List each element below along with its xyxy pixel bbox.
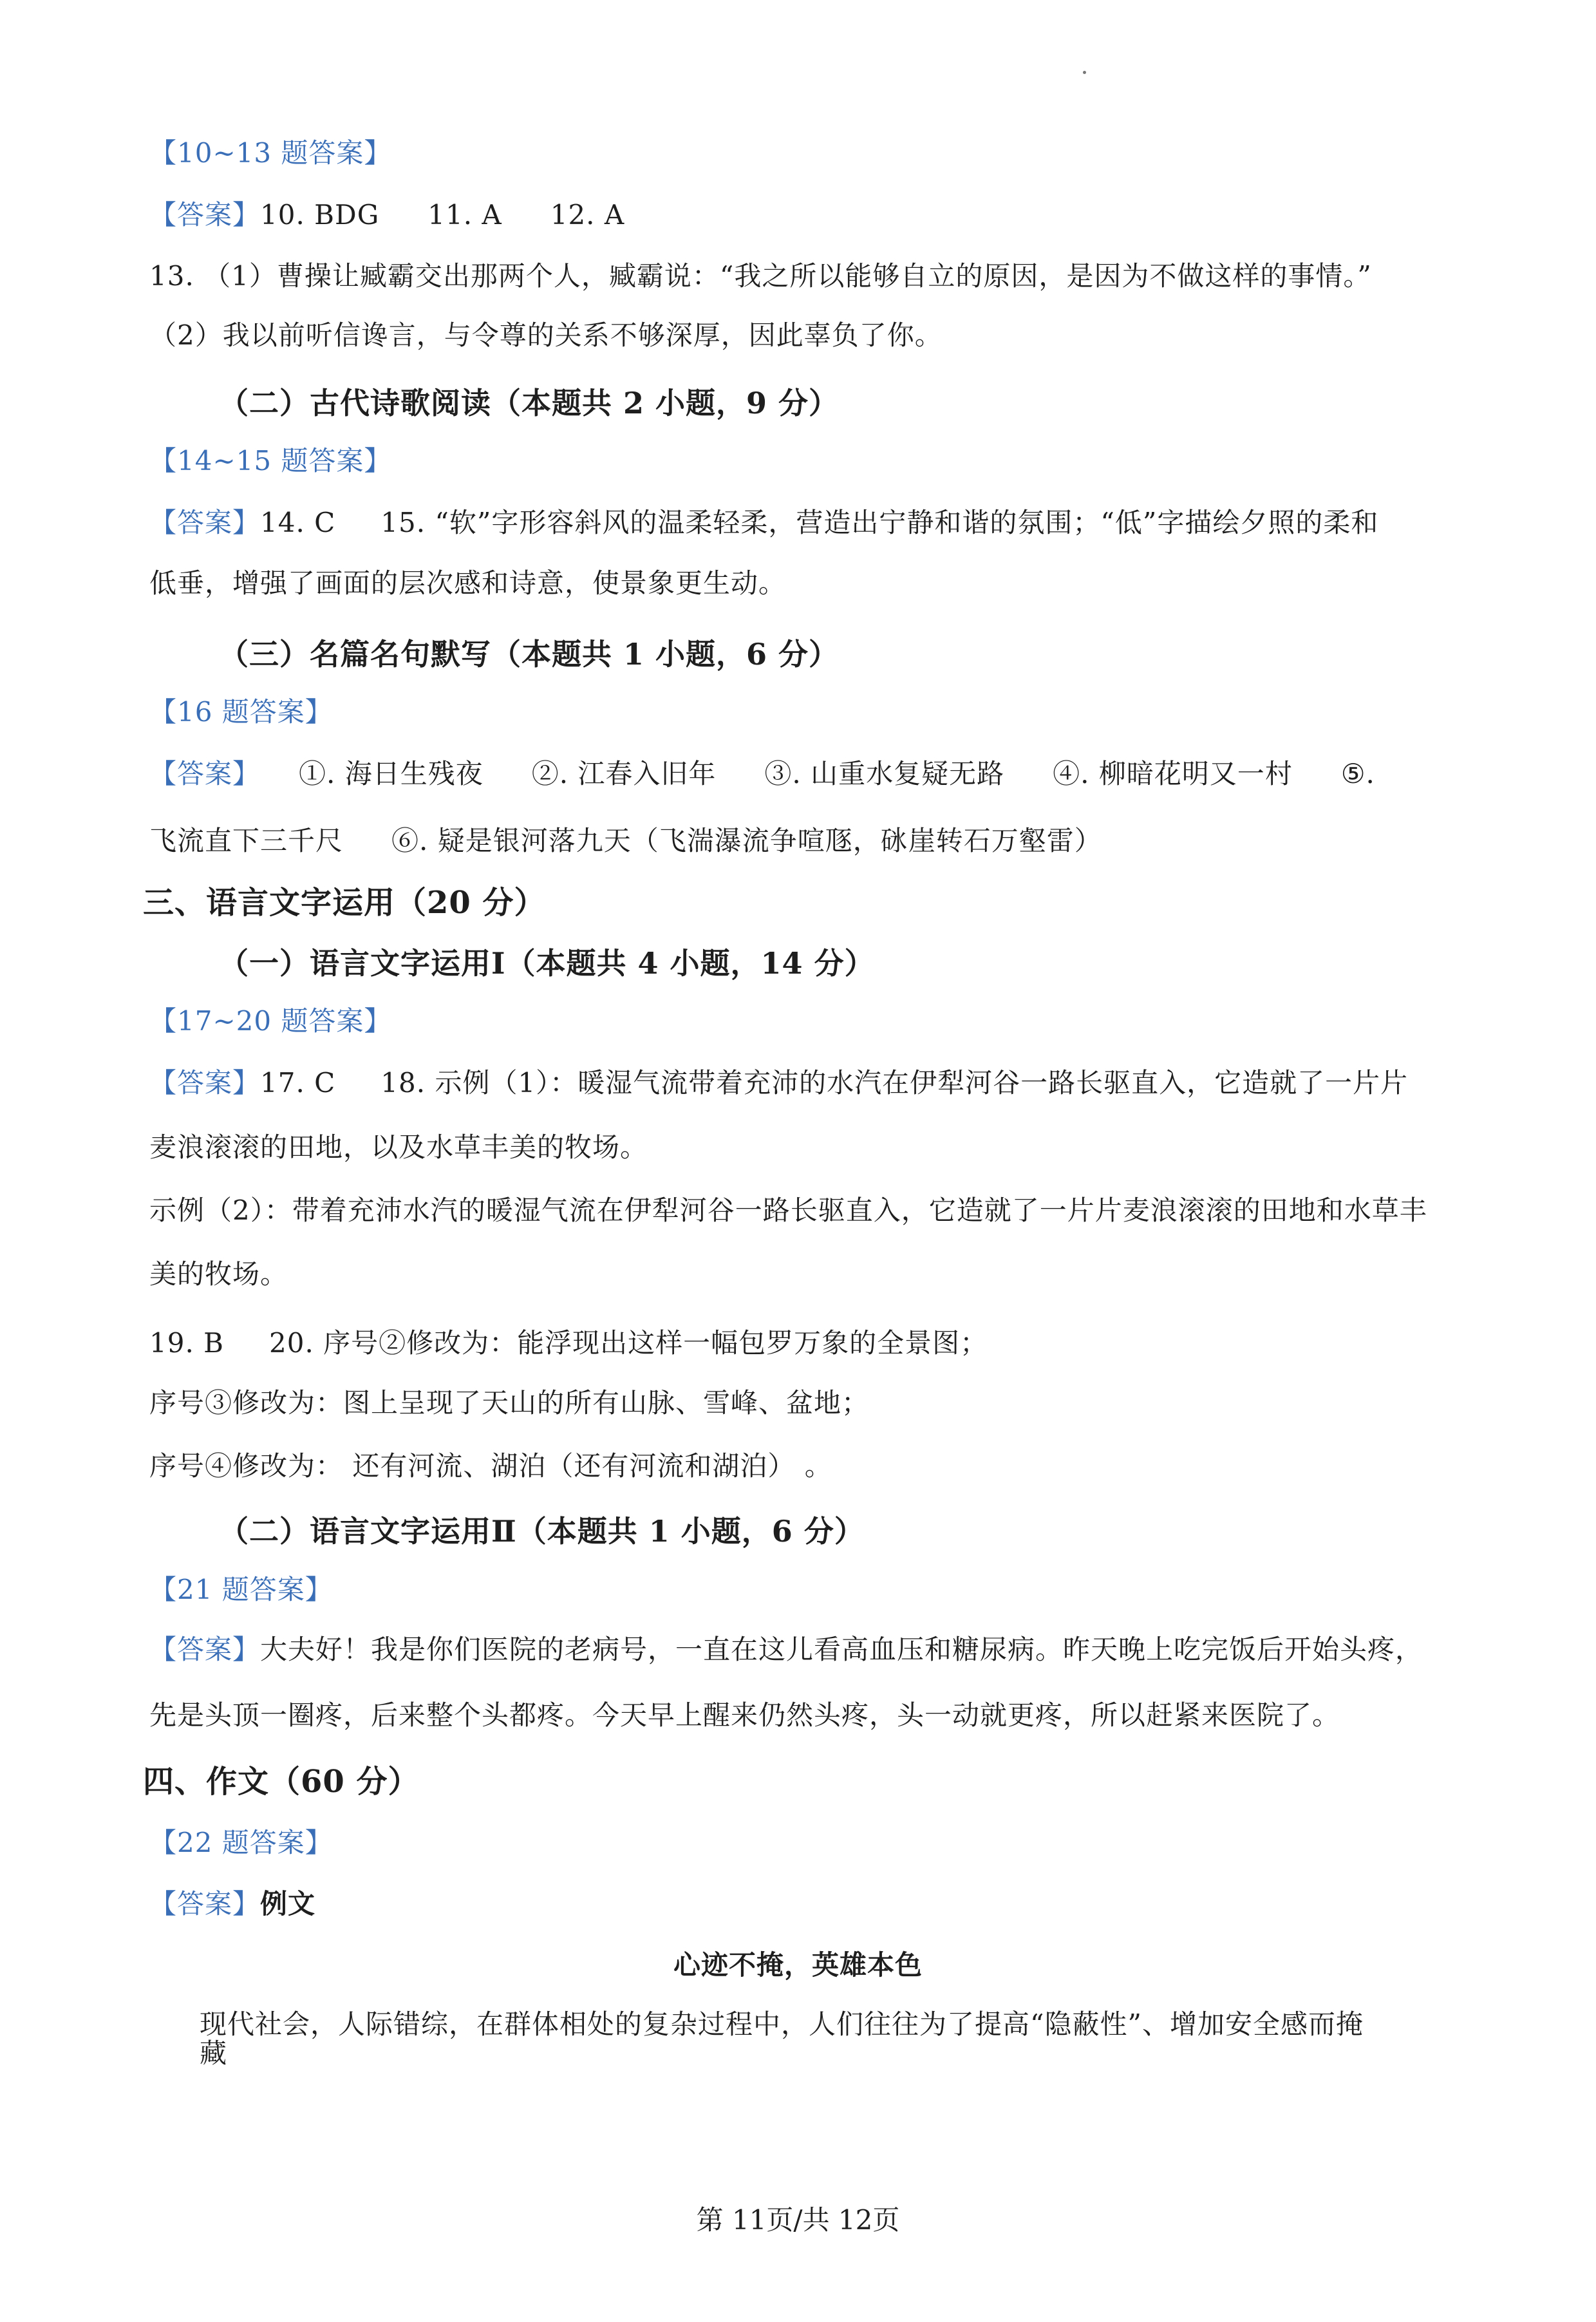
answer-18-line3: 示例（2）：带着充沛水汽的暖湿气流在伊犁河谷一路长驱直入，它造就了一片片麦浪滚滚的田地和水草丰 (149, 1194, 1427, 1226)
answer-header-16: 【16 题答案】 (149, 696, 333, 728)
answer-16-line1 (149, 759, 1375, 789)
answer-tag: 【答案】 (149, 758, 261, 789)
recitation-item-6: ⑥. 疑是银河落九天（飞湍瀑流争喧豗，砯崖转石万壑雷） (391, 825, 1102, 856)
answer-tag: 【答案】 (149, 1634, 261, 1665)
answer-tag: 【答案】 (149, 1067, 261, 1099)
answer-18-line4: 美的牧场。 (149, 1258, 288, 1290)
answer-20-text: 20. 序号②修改为：能浮现出这样一幅包罗万象的全景图； (269, 1327, 988, 1359)
answer-15-text: 15. “软”字形容斜风的温柔轻柔，营造出宁静和谐的氛围；“低”字描绘夕照的柔和 (380, 507, 1379, 538)
answer-21-line2: 先是头顶一圈疼，后来整个头都疼。今天早上醒来仍然头疼，头一动就更疼，所以赶紧来医院了。 (149, 1699, 1340, 1731)
section-heading-poetry: （二）古代诗歌阅读（本题共 2 小题，9 分） (219, 386, 840, 420)
answer-header-22: 【22 题答案】 (149, 1827, 333, 1858)
answer-20-line3: 序号④修改为： 还有河流、湖泊（还有河流和湖泊） 。 (149, 1450, 832, 1482)
recitation-item-1: ①. 海日生残夜 (299, 758, 483, 789)
answer-19: 19. B (149, 1327, 225, 1359)
answer-16-line2 (149, 826, 1102, 856)
answer-10: 10. BDG (260, 199, 380, 231)
page-footer: 第 11页/共 12页 (696, 2204, 900, 2236)
recitation-item-5: ⑤. (1340, 758, 1375, 789)
answer-header-21: 【21 题答案】 (149, 1574, 333, 1605)
answer-19-20-line1 (149, 1328, 988, 1359)
speck-mark (1083, 71, 1086, 74)
section-heading-language-1: （一）语言文字运用Ⅰ（本题共 4 小题，14 分） (219, 946, 875, 981)
recitation-item-4: ④. 柳暗花明又一村 (1053, 758, 1293, 789)
essay-title: 心迹不掩，英雄本色 (673, 1949, 923, 1981)
answer-line-10-12 (149, 200, 624, 231)
answer-14-15-line1 (149, 507, 1378, 538)
answer-tag: 【答案】 (149, 507, 261, 538)
sample-essay-label: 例文 (260, 1888, 316, 1920)
part-heading-language: 三、语言文字运用（20 分） (143, 885, 546, 921)
answer-14: 14. C (260, 507, 336, 538)
answer-21-text: 大夫好！我是你们医院的老病号，一直在这儿看高血压和糖尿病。昨天晚上吃完饭后开始头疼， (260, 1634, 1423, 1665)
recitation-item-3: ③. 山重水复疑无路 (764, 758, 1005, 789)
answer-18-line2: 麦浪滚滚的田地，以及水草丰美的牧场。 (149, 1131, 648, 1163)
section-heading-recitation: （三）名篇名句默写（本题共 1 小题，6 分） (219, 637, 840, 672)
answer-header-14-15: 【14~15 题答案】 (149, 445, 392, 477)
answer-tag: 【答案】 (149, 199, 261, 231)
answer-tag: 【答案】 (149, 1888, 261, 1920)
answer-17-18-line1 (149, 1068, 1408, 1099)
part-heading-essay: 四、作文（60 分） (143, 1764, 420, 1800)
essay-line1: 现代社会，人际错综，在群体相处的复杂过程中，人们往往为了提高“隐蔽性”、增加安全感而掩 (200, 2008, 1364, 2040)
answer-13-part1: 13. （1）曹操让臧霸交出那两个人，臧霸说：“我之所以能够自立的原因，是因为不做这样的事情。” (149, 260, 1372, 292)
answer-21-line1 (149, 1634, 1423, 1665)
answer-17: 17. C (260, 1067, 336, 1099)
answer-20-line2: 序号③修改为：图上呈现了天山的所有山脉、雪峰、盆地； (149, 1387, 870, 1419)
answer-header-17-20: 【17~20 题答案】 (149, 1005, 392, 1037)
answer-18-text: 18. 示例（1）：暖湿气流带着充沛的水汽在伊犁河谷一路长驱直入，它造就了一片片 (380, 1067, 1409, 1099)
answer-11: 11. A (427, 199, 502, 231)
answer-12: 12. A (550, 199, 625, 231)
answer-22-line (149, 1889, 315, 1920)
recitation-item-5-text: 飞流直下三千尺 (149, 825, 344, 856)
answer-15-line2: 低垂，增强了画面的层次感和诗意，使景象更生动。 (149, 567, 787, 599)
answer-13-part2: （2）我以前听信谗言，与令尊的关系不够深厚，因此辜负了你。 (149, 319, 943, 351)
recitation-item-2: ②. 江春入旧年 (531, 758, 717, 789)
essay-line2: 藏 (200, 2037, 228, 2069)
answer-header-10-13: 【10~13 题答案】 (149, 137, 392, 169)
section-heading-language-2: （二）语言文字运用Ⅱ（本题共 1 小题，6 分） (219, 1514, 865, 1549)
